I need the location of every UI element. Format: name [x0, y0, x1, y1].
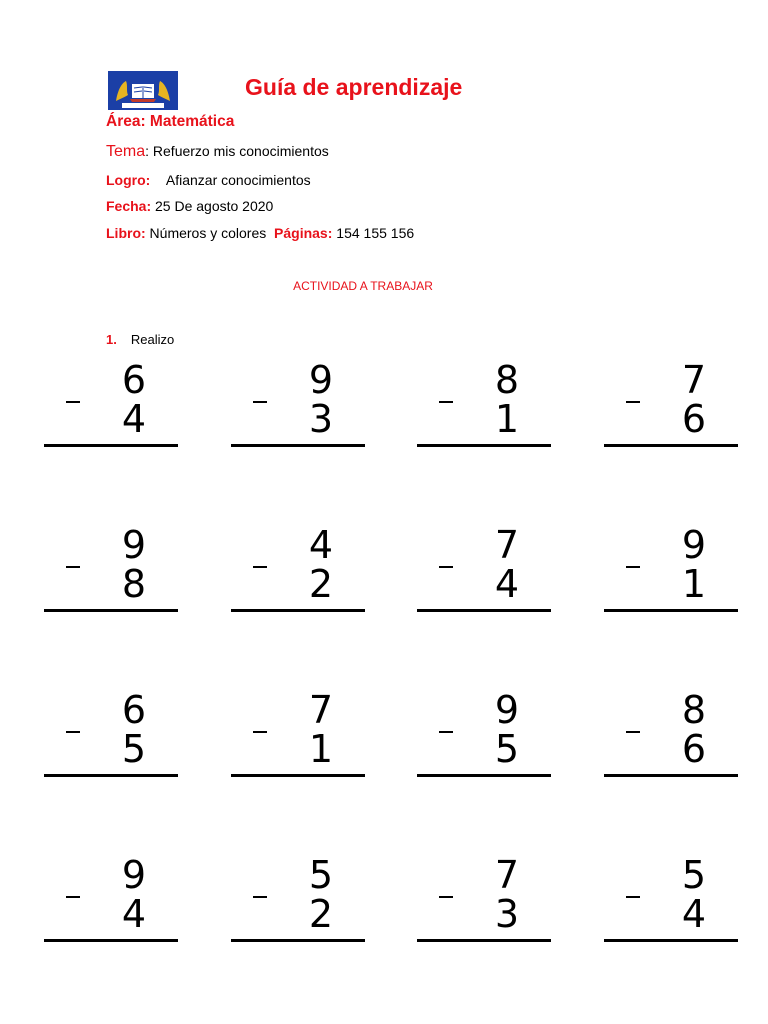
- libro-value: Números y colores: [145, 225, 271, 241]
- minuend: 5: [681, 853, 706, 897]
- subtrahend: 2: [308, 892, 333, 936]
- subtrahend: 5: [494, 727, 519, 771]
- answer-line: [417, 774, 551, 777]
- minus-sign: [626, 896, 640, 898]
- subtraction-problem: [417, 688, 551, 772]
- area-label: Área: Matemática: [106, 113, 235, 130]
- minuend: 9: [681, 523, 706, 567]
- logro-label: Logro:: [106, 172, 151, 188]
- answer-line: [417, 444, 551, 447]
- minus-sign: [439, 896, 453, 898]
- subtraction-problem: [231, 688, 365, 772]
- subtraction-problem: [44, 523, 178, 607]
- answer-line: [417, 609, 551, 612]
- minuend: 7: [494, 853, 519, 897]
- subtrahend: 1: [494, 397, 519, 441]
- minuend: 9: [494, 688, 519, 732]
- minuend: 9: [121, 853, 146, 897]
- subtraction-problem: [44, 688, 178, 772]
- tema-label: Tema: [106, 143, 146, 160]
- subtraction-problem: [44, 853, 178, 937]
- subtrahend: 2: [308, 562, 333, 606]
- minuend: 7: [494, 523, 519, 567]
- minuend: 9: [121, 523, 146, 567]
- minus-sign: [626, 566, 640, 568]
- fecha-label: Fecha:: [106, 198, 152, 214]
- answer-line: [231, 609, 365, 612]
- minus-sign: [439, 401, 453, 403]
- subtrahend: 1: [681, 562, 706, 606]
- minus-sign: [439, 731, 453, 733]
- minus-sign: [66, 731, 80, 733]
- minus-sign: [626, 401, 640, 403]
- answer-line: [231, 939, 365, 942]
- minus-sign: [439, 566, 453, 568]
- subtraction-problem: [604, 688, 738, 772]
- paginas-label: Páginas:: [274, 225, 333, 241]
- minuend: 6: [121, 688, 146, 732]
- subtraction-problem: [604, 523, 738, 607]
- minuend: 5: [308, 853, 333, 897]
- logro-value: Afianzar conocimientos: [165, 172, 311, 188]
- subtraction-problem: [231, 523, 365, 607]
- page-title: Guía de aprendizaje: [245, 74, 463, 100]
- minus-sign: [66, 566, 80, 568]
- subtrahend: 4: [121, 397, 146, 441]
- subtrahend: 3: [308, 397, 333, 441]
- subtraction-problem: [231, 853, 365, 937]
- minuend: 8: [494, 358, 519, 402]
- subtrahend: 3: [494, 892, 519, 936]
- subtrahend: 5: [121, 727, 146, 771]
- answer-line: [44, 939, 178, 942]
- minuend: 8: [681, 688, 706, 732]
- subtrahend: 8: [121, 562, 146, 606]
- answer-line: [417, 939, 551, 942]
- answer-line: [231, 444, 365, 447]
- subtraction-problem: [417, 358, 551, 442]
- answer-line: [44, 609, 178, 612]
- minuend: 4: [308, 523, 333, 567]
- subtrahend: 6: [681, 397, 706, 441]
- answer-line: [604, 939, 738, 942]
- minuend: 9: [308, 358, 333, 402]
- subtraction-problem: [604, 358, 738, 442]
- task-number: 1.: [106, 332, 117, 347]
- minus-sign: [626, 731, 640, 733]
- minus-sign: [66, 401, 80, 403]
- subtraction-problem: [231, 358, 365, 442]
- subtrahend: 1: [308, 727, 333, 771]
- subtrahend: 6: [681, 727, 706, 771]
- fecha-value: 25 De agosto 2020: [151, 198, 274, 214]
- answer-line: [231, 774, 365, 777]
- subtrahend: 4: [121, 892, 146, 936]
- minus-sign: [253, 896, 267, 898]
- subtraction-problem: [417, 523, 551, 607]
- answer-line: [44, 444, 178, 447]
- minuend: 6: [121, 358, 146, 402]
- answer-line: [604, 444, 738, 447]
- activity-title: ACTIVIDAD A TRABAJAR: [293, 279, 433, 293]
- minus-sign: [253, 401, 267, 403]
- answer-line: [604, 774, 738, 777]
- answer-line: [604, 609, 738, 612]
- minus-sign: [253, 566, 267, 568]
- paginas-value: 154 155 156: [332, 225, 415, 241]
- subtraction-problem: [417, 853, 551, 937]
- task-label: Realizo: [130, 332, 175, 347]
- minus-sign: [66, 896, 80, 898]
- libro-label: Libro:: [106, 225, 146, 241]
- subtraction-problem: [604, 853, 738, 937]
- tema-value: : Refuerzo mis conocimientos: [145, 143, 329, 159]
- answer-line: [44, 774, 178, 777]
- minus-sign: [253, 731, 267, 733]
- subtraction-problem: [44, 358, 178, 442]
- subtrahend: 4: [681, 892, 706, 936]
- subtrahend: 4: [494, 562, 519, 606]
- minuend: 7: [308, 688, 333, 732]
- minuend: 7: [681, 358, 706, 402]
